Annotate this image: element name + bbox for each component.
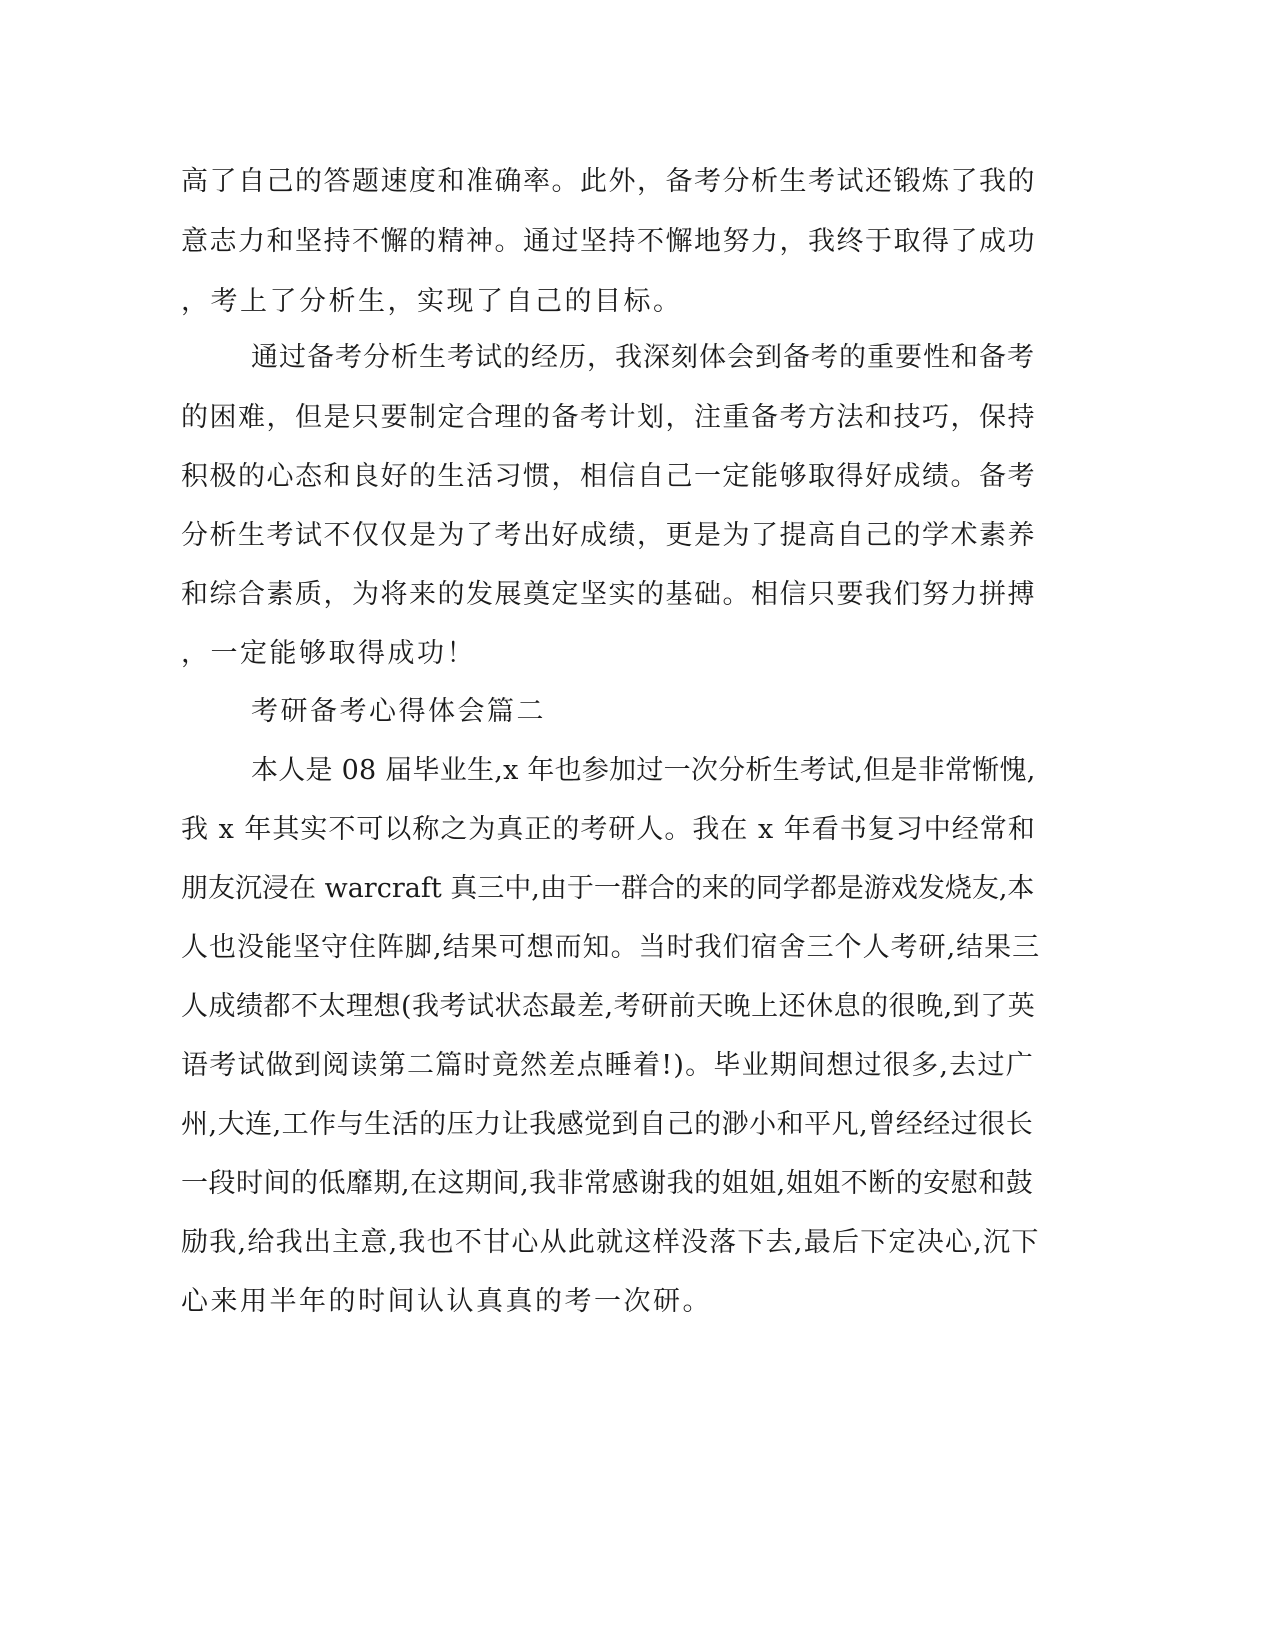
text-line: 通过备考分析生考试的经历，我深刻体会到备考的重要性和备考: [251, 342, 1035, 373]
text-line: 高了自己的答题速度和准确率。此外，备考分析生考试还锻炼了我的: [181, 166, 1036, 197]
text-line: 分析生考试不仅仅是为了考出好成绩，更是为了提高自己的学术素养: [181, 520, 1036, 551]
text-line: 和综合素质，为将来的发展奠定坚实的基础。相信只要我们努力拼搏: [181, 579, 1036, 610]
text-line: 一段时间的低靡期,在这期间,我非常感谢我的姐姐,姐姐不断的安慰和鼓: [181, 1168, 1034, 1199]
text-line: ，考上了分析生，实现了自己的目标。: [181, 286, 683, 317]
text-line: 朋友沉浸在 warcraft 真三中,由于一群合的来的同学都是游戏发烧友,本: [181, 873, 1035, 904]
text-line: ，一定能够取得成功！: [181, 638, 476, 669]
text-line: 人成绩都不太理想(我考试状态最差,考研前天晚上还休息的很晚,到了英: [181, 991, 1036, 1022]
text-line: 州,大连,工作与生活的压力让我感觉到自己的渺小和平凡,曾经经过很长: [181, 1109, 1034, 1140]
text-line: 意志力和坚持不懈的精神。通过坚持不懈地努力，我终于取得了成功: [181, 226, 1036, 257]
text-line: 心来用半年的时间认认真真的考一次研。: [181, 1286, 712, 1317]
text-line: 本人是 08 届毕业生,x 年也参加过一次分析生考试,但是非常惭愧,: [251, 755, 1036, 786]
text-line: 励我,给我出主意,我也不甘心从此就这样没落下去,最后下定决心,沉下: [181, 1227, 1040, 1258]
text-line: 我 x 年其实不可以称之为真正的考研人。我在 x 年看书复习中经常和: [181, 814, 1036, 845]
text-line: 的困难，但是只要制定合理的备考计划，注重备考方法和技巧，保持: [181, 402, 1036, 433]
text-line: 积极的心态和良好的生活习惯，相信自己一定能够取得好成绩。备考: [181, 461, 1036, 492]
text-line: 语考试做到阅读第二篇时竟然差点睡着!)。毕业期间想过很多,去过广: [181, 1050, 1034, 1081]
text-line: 人也没能坚守住阵脚,结果可想而知。当时我们宿舍三个人考研,结果三: [181, 932, 1041, 963]
section-heading: 考研备考心得体会篇二: [251, 696, 546, 727]
